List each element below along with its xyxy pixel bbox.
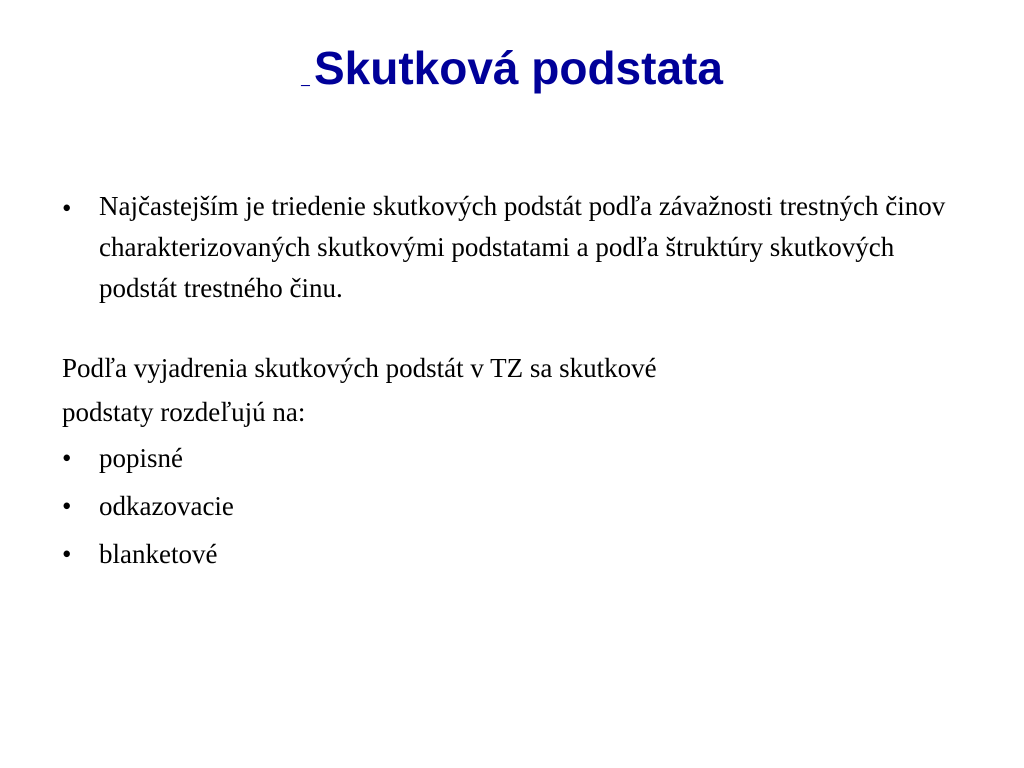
paragraph-expression-line-1: Podľa vyjadrenia skutkových podstát v TZ sa skutkové (62, 353, 657, 383)
spacer (62, 309, 962, 346)
bullet-icon: • (62, 491, 72, 521)
title-underscore-mark: _ (301, 71, 310, 88)
bullet-icon: • (62, 443, 72, 473)
bullet-icon: • (62, 193, 72, 223)
list-item (62, 482, 962, 530)
list-item-label: blanketové (99, 539, 218, 569)
list-item-label: odkazovacie (99, 491, 234, 521)
slide-title-text: Skutková podstata (313, 42, 723, 94)
list-item-label: popisné (99, 443, 183, 473)
paragraph-classification-text: Najčastejším je triedenie skutkových podstát podľa závažnosti trestných činov charakterizovaných skutkovými podstatami a podľa štruktúry skutkových podstát trestného činu. (99, 191, 946, 303)
bullet-paragraph-classification (62, 186, 962, 309)
slide-title (0, 38, 1024, 110)
paragraph-expression-line-2: podstaty rozdeľujú na: (62, 397, 306, 427)
list-item (62, 434, 962, 482)
slide-body (62, 186, 962, 578)
bullet-icon: • (62, 539, 72, 569)
list-item (62, 530, 962, 578)
